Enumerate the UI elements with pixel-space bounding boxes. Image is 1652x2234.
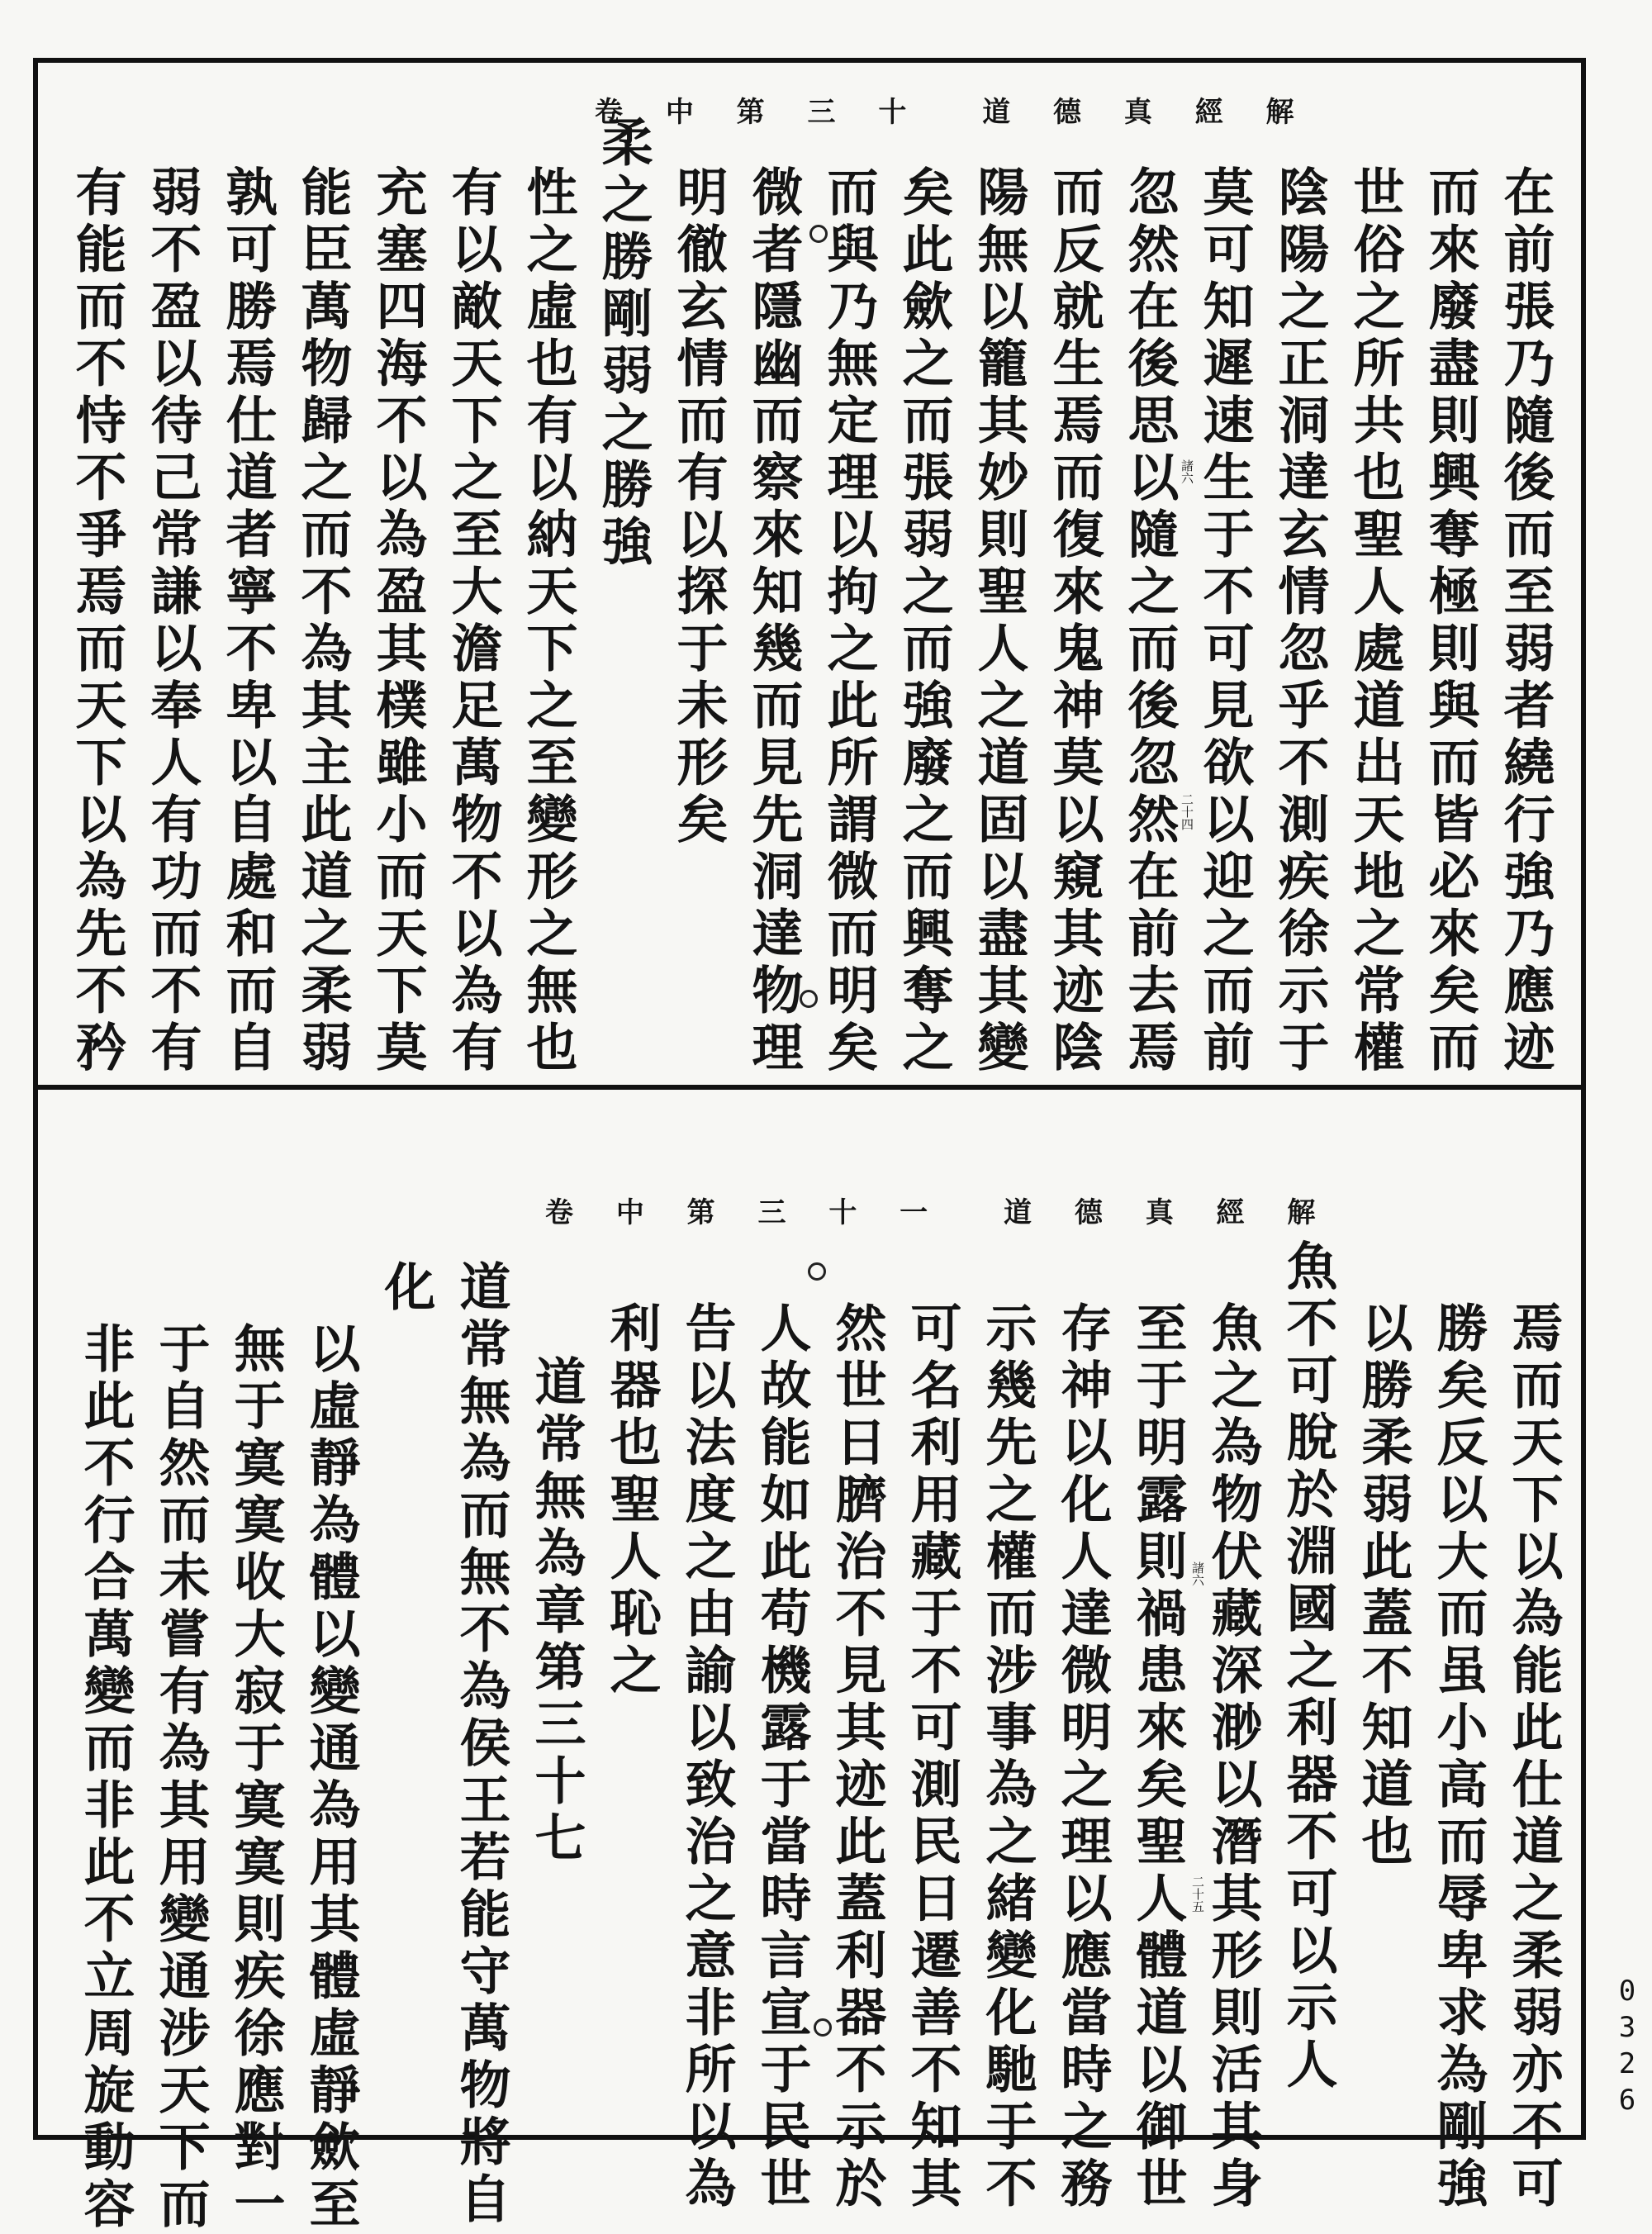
text-column: 魚不可脫於淵國之利器不可以示人: [1278, 1239, 1338, 2094]
text-column: 孰可勝焉仕道者寧不卑以自處和而自: [217, 165, 278, 1077]
text-column: 而與乃無定理以拘之此所謂微而明矣: [819, 165, 879, 1077]
text-column: 柔之勝剛弱之勝強: [593, 116, 653, 572]
text-column: 性之虛也有以納天下之至變形之無也: [518, 165, 578, 1077]
text-column: 魚之為物伏藏深渺以潛其形則活其身: [1203, 1301, 1263, 2213]
text-column: 矣此歛之而張弱之而強廢之而興奪之: [894, 165, 954, 1077]
circle-mark: [808, 1262, 826, 1281]
margin-note: 二十五: [1190, 1875, 1205, 1913]
page-number: 0326: [1611, 1975, 1644, 2120]
text-column: 人故能如此苟機露于當時言宣于民世: [752, 1301, 812, 2213]
text-column: 勝矣反以大而虽小高而辱卑求為剛強: [1428, 1301, 1488, 2213]
margin-note: 二十四: [1180, 793, 1194, 830]
text-column: 世俗之所共也聖人處道出天地之常權: [1345, 165, 1405, 1077]
text-column: 然世日臍治不見其迹此蓋利器不示於: [827, 1301, 887, 2213]
margin-note: 諸六: [1190, 1561, 1205, 1586]
top-header-title: 卷 中 第 三 十: [595, 96, 923, 129]
text-column: 有能而不恃不爭焉而天下以為先不矜: [67, 165, 127, 1077]
text-column: 明徹玄情而有以探于未形矣: [668, 165, 729, 849]
text-column: 非此不行合萬變而非此不立周旋動容: [75, 1322, 135, 2234]
text-column: 以虛靜為體以變通為用其體虛靜歛至: [301, 1322, 361, 2234]
page-divider: [33, 1085, 1586, 1090]
top-header-section: 道 德 真 經 解: [982, 96, 1311, 129]
text-column: 而反就生焉而復來鬼神莫以窺其迹陰: [1044, 165, 1104, 1077]
text-column: 而來廢盡則興奪極則與而皆必來矣而: [1420, 165, 1480, 1077]
bottom-running-header: [545, 1190, 1332, 1230]
text-column: 在前張乃隨後而至弱者繞行強乃應迹: [1495, 165, 1555, 1077]
text-column: 弱不盈以待己常謙以奉人有功而不有: [142, 165, 202, 1077]
text-column: 陽無以籠其妙則聖人之道固以盡其變: [969, 165, 1029, 1077]
text-column: 于自然而未嘗有為其用變通涉天下而: [150, 1322, 211, 2234]
text-column: 告以法度之由諭以致治之意非所以為: [676, 1301, 737, 2213]
text-column: 陰陽之正洞達玄情忽乎不測疾徐示于: [1270, 165, 1330, 1077]
text-column: 利器也聖人恥之: [601, 1301, 662, 1700]
text-column: 示幾先之權而涉事為之緒變化馳于不: [977, 1301, 1037, 2213]
bottom-header-title: 卷 中 第 三 十 一: [545, 1196, 945, 1229]
chapter-heading: 道常無為章第三十七: [526, 1355, 586, 1868]
bottom-header-section: 道 德 真 經 解: [1004, 1196, 1332, 1229]
text-column: 微者隱幽而察來知幾而見先洞達物理: [743, 165, 804, 1077]
text-column: 可名利用藏于不可測民日遷善不知其: [902, 1301, 962, 2213]
top-running-header: [595, 89, 1311, 130]
text-column: 至于明露則禍患來矣聖人體道以御世: [1127, 1301, 1188, 2213]
margin-note: 諸六: [1180, 459, 1194, 484]
text-column: 忽然在後思以隨之而後忽然在前去焉: [1119, 165, 1180, 1077]
text-column: 存神以化人達微明之理以應當時之務: [1052, 1301, 1113, 2213]
text-column: 有以敵天下之至大澹足萬物不以為有: [443, 165, 503, 1077]
text-column: 焉而天下以為能此仕道之柔弱亦不可: [1503, 1301, 1564, 2213]
text-column: 無于寞寞收大寂于寞寞則疾徐應對一: [225, 1322, 286, 2234]
text-column: 莫可知遲速生于不可見欲以迎之而前: [1194, 165, 1255, 1077]
text-column: 化: [376, 1260, 436, 1317]
text-column: 道常無為而無不為侯王若能守萬物將自: [451, 1260, 511, 2229]
text-column: 以勝柔弱此蓋不知道也: [1353, 1301, 1413, 1871]
text-column: 充塞四海不以為盈其樸雖小而天下莫: [368, 165, 428, 1077]
text-column: 能臣萬物歸之而不為其主此道之柔弱: [292, 165, 353, 1077]
